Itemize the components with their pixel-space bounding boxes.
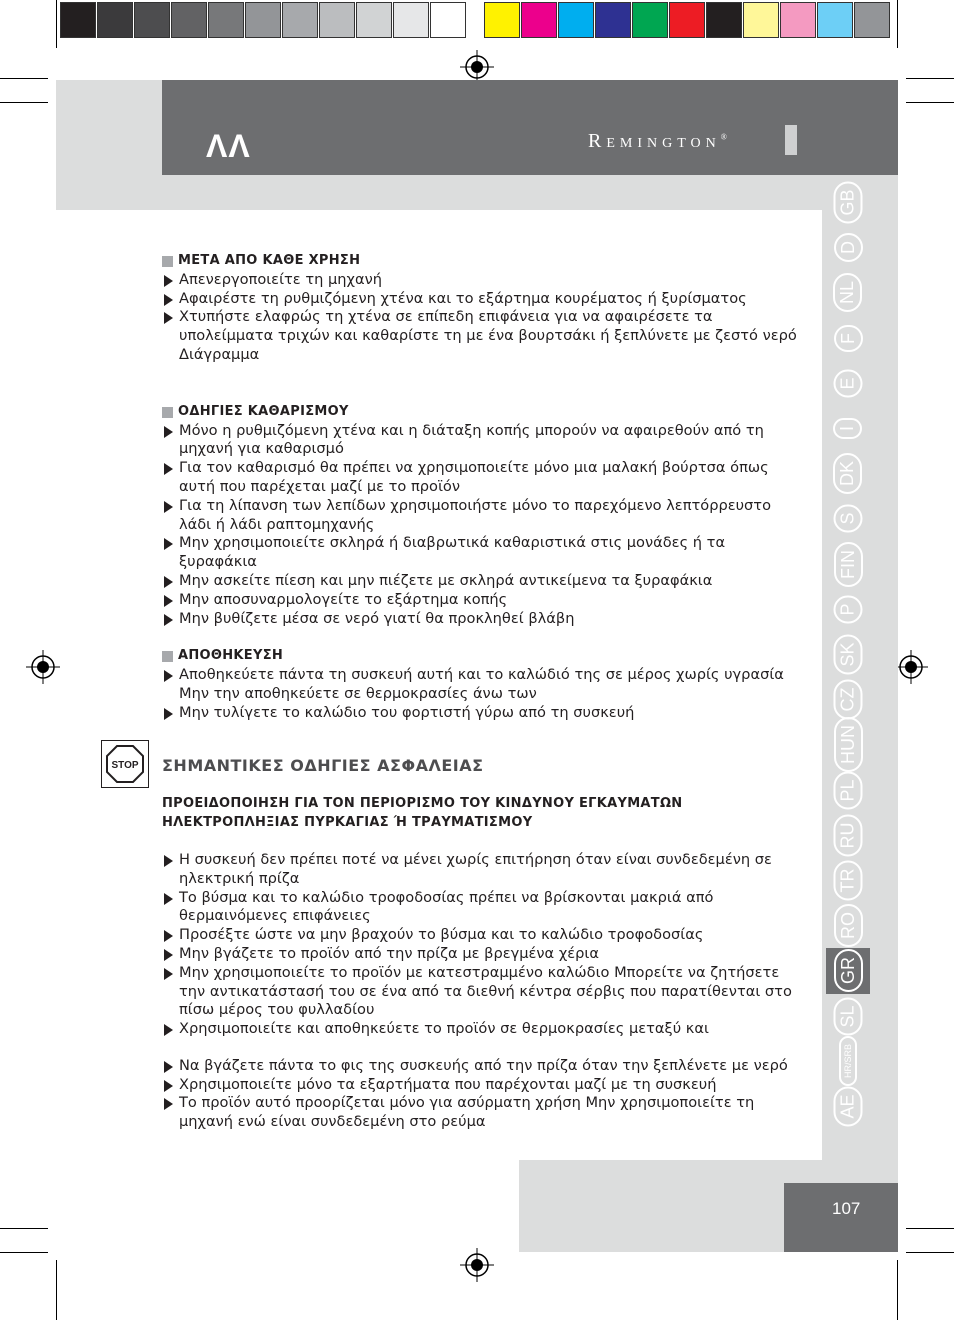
list-item: Μην χρησιμοποιείτε σκληρά ή διαβρωτικά καθαριστικά στις μονάδες ή τα ξυραφάκια	[162, 534, 802, 572]
warning-line: ΗΛΕΚΤΡΟΠΛΗΞΙΑΣ ΠΥΡΚΑΓΙΑΣ Ή ΤΡΑΥΜΑΤΙΣΜΟΥ	[162, 815, 533, 831]
section-storage	[162, 647, 802, 722]
registration-target-icon	[894, 650, 928, 684]
warning-line: ΠΡΟΕΙΔΟΠΟΙΗΣΗ ΓΙΑ ΤΟΝ ΠΕΡΙΟΡΙΣΜΟ ΤΟΥ ΚΙΝΔΥΝΟΥ ΕΓΚΑΥΜΑΤΩΝ	[162, 796, 683, 812]
section-safety	[162, 757, 802, 1133]
language-code-title: ΛΛ	[206, 128, 251, 164]
color-swatch	[245, 2, 281, 38]
language-tab-dk[interactable]	[826, 451, 870, 496]
crop-mark	[906, 1252, 954, 1253]
crop-mark	[0, 102, 48, 103]
color-swatch	[743, 2, 779, 38]
language-tab-sl[interactable]	[826, 994, 870, 1039]
language-tab-label: HR/SRB	[839, 1036, 857, 1086]
crop-mark	[56, 1260, 57, 1320]
list-item: Προσέξτε ώστε να μην βραχούν το βύσμα και το καλώδιο τροφοδοσίας	[162, 926, 802, 945]
list-item: Μην βυθίζετε μέσα σε νερό γιατί θα προκληθεί βλάβη	[162, 610, 802, 629]
square-bullet-icon	[162, 256, 173, 267]
list-item: Να βγάζετε πάντα το φις της συσκευής από την πρίζα όταν την ξεπλένετε με νερό	[162, 1057, 802, 1076]
language-tab-ro[interactable]	[826, 903, 870, 948]
language-tab-label: CZ	[834, 680, 863, 720]
language-tab-label: S	[833, 505, 862, 533]
language-tab-label: RU	[834, 814, 863, 856]
language-tab-label: E	[833, 369, 862, 397]
color-swatch	[780, 2, 816, 38]
crop-mark	[0, 1228, 48, 1229]
safety-title: ΣΗΜΑΝΤΙΚΕΣ ΟΔΗΓΙΕΣ ΑΣΦΑΛΕΙΑΣ	[162, 755, 484, 775]
color-swatch	[595, 2, 631, 38]
language-tab-sk[interactable]	[826, 632, 870, 677]
language-tab-label: TR	[834, 861, 863, 901]
language-tab-label: FIN	[834, 542, 863, 587]
stop-octagon-icon	[106, 745, 144, 783]
page-number: 107	[832, 1199, 861, 1218]
color-swatch	[97, 2, 133, 38]
brand-logo: Remington®	[588, 130, 727, 152]
color-swatch	[171, 2, 207, 38]
language-tab-nl[interactable]	[826, 270, 870, 315]
list-item: Μην ασκείτε πίεση και μην πιέζετε με σκληρά αντικείμενα τα ξυραφάκια	[162, 572, 802, 591]
page-number-box	[784, 1183, 898, 1252]
language-tab-fin[interactable]	[826, 542, 870, 587]
language-tab-label: NL	[833, 273, 862, 312]
color-swatch	[558, 2, 594, 38]
color-swatch	[669, 2, 705, 38]
list-item: Αποθηκεύετε πάντα τη συσκευή αυτή και το καλώδιό της σε μέρος χωρίς υγρασία Μην την αποθηκεύετε σε θερμοκρασίες άνω των	[162, 666, 802, 704]
list-item: Για τον καθαρισμό θα πρέπει να χρησιμοποιείτε μόνο μια μαλακή βούρτσα όπως αυτή που παρέχεται μαζί με το προϊόν	[162, 459, 802, 497]
language-tab-label: P	[833, 595, 862, 623]
list-item: Μην αποσυναρμολογείτε το εξάρτημα κοπής	[162, 591, 802, 610]
color-swatch	[393, 2, 429, 38]
language-tab-s[interactable]	[826, 496, 870, 541]
color-swatch	[208, 2, 244, 38]
list-item: Μην βγάζετε το προϊόν από την πρίζα με βρεγμένα χέρια	[162, 945, 802, 964]
language-tab-label: D	[834, 233, 863, 262]
color-swatch	[60, 2, 96, 38]
left-margin-panel	[56, 80, 162, 210]
language-tab-i[interactable]	[826, 406, 870, 451]
language-tab-label: F	[834, 325, 863, 352]
color-swatch	[521, 2, 557, 38]
color-swatch	[134, 2, 170, 38]
list-item: Η συσκευή δεν πρέπει ποτέ να μένει χωρίς επιτήρηση όταν είναι συνδεδεμένη σε ηλεκτρική πρίζα	[162, 851, 802, 889]
section-cleaning	[162, 403, 802, 629]
list-item: Μόνο η ρυθμιζόμενη χτένα και η διάταξη κοπής μπορούν να αφαιρεθούν από τη μηχανή για καθαρισμό	[162, 422, 802, 460]
registration-target-icon	[460, 50, 494, 84]
list-item: Χρησιμοποιείτε και αποθηκεύετε το προϊόν σε θερμοκρασίες μεταξύ και	[162, 1020, 802, 1039]
list-item: Για τη λίπανση των λεπίδων χρησιμοποιήστε μόνο το παρεχόμενο λεπτόρρευστο λάδι ή λάδι ραπτομηχανής	[162, 497, 802, 535]
language-tab-ru[interactable]	[826, 813, 870, 858]
color-swatch	[854, 2, 890, 38]
square-bullet-icon	[162, 651, 173, 662]
list-item: Μην τυλίγετε το καλώδιο του φορτιστή γύρω από τη συσκευή	[162, 704, 802, 723]
color-swatch	[356, 2, 392, 38]
crop-mark	[897, 0, 898, 48]
color-swatch	[319, 2, 355, 38]
crop-mark	[897, 1260, 898, 1320]
language-tab-label: DK	[833, 453, 862, 494]
language-tab-tr[interactable]	[826, 858, 870, 903]
list-item: Απενεργοποιείτε τη μηχανή	[162, 271, 802, 290]
language-tab-label: SK	[833, 635, 862, 675]
language-tab-label: SL	[834, 997, 863, 1035]
language-tab-d[interactable]	[826, 225, 870, 270]
language-tab-f[interactable]	[826, 316, 870, 361]
crop-mark	[0, 78, 48, 79]
language-tab-label: HUN	[834, 717, 863, 772]
language-tab-e[interactable]	[826, 361, 870, 406]
language-tab-pl[interactable]	[826, 768, 870, 813]
square-bullet-icon	[162, 407, 173, 418]
crop-mark	[0, 1252, 48, 1253]
language-tab-label: AE	[833, 1087, 862, 1127]
list-item: Μην χρησιμοποιείτε το προϊόν με κατεστραμμένο καλώδιο Μπορείτε να ζητήσετε την αντικατάστασή του σε ένα από τα διεθνή κέντρα σέρβις που παρατίθενται στο πίσω μέρος του φυλλαδίου	[162, 964, 802, 1020]
crop-mark	[56, 0, 57, 48]
section-heading: ΑΠΟΘΗΚΕΥΣΗ	[162, 647, 802, 666]
registration-target-icon	[460, 1248, 494, 1282]
language-tab-cz[interactable]	[826, 677, 870, 722]
list-item: Χτυπήστε ελαφρώς τη χτένα σε επίπεδη επιφάνεια για να αφαιρέσετε τα υπολείμματα τριχών και καθαρίστε τη με ένα βουρτσάκι ή ξεπλύνετε με ζεστό νερό Διάγραμμα	[162, 308, 802, 364]
crop-mark	[906, 78, 954, 79]
color-swatch	[282, 2, 318, 38]
language-tab-gr[interactable]	[826, 948, 870, 993]
language-tab-label: GR	[834, 949, 863, 992]
list-item: Το βύσμα και το καλώδιο τροφοδοσίας πρέπει να βρίσκονται μακριά από θερμαινόμενες επιφάνειες	[162, 889, 802, 927]
language-tab-label: I	[833, 418, 862, 439]
language-tab-label: GB	[833, 182, 862, 224]
color-swatch	[632, 2, 668, 38]
section-heading: ΟΔΗΓΙΕΣ ΚΑΘΑΡΙΣΜΟΥ	[162, 403, 802, 422]
main-content	[162, 252, 802, 1132]
language-tab-hr-srb[interactable]	[826, 1039, 870, 1084]
list-item: Το προϊόν αυτό προορίζεται μόνο για ασύρματη χρήση Μην χρησιμοποιείτε τη μηχανή ενώ είναι συνδεδεμένη στο ρεύμα	[162, 1094, 802, 1132]
stop-sign-icon	[101, 740, 149, 788]
color-swatch	[430, 2, 466, 38]
crop-mark	[906, 1228, 954, 1229]
brand-bar	[785, 125, 797, 155]
crop-mark	[906, 102, 954, 103]
section-after-use	[162, 252, 802, 365]
section-heading: ΜΕΤΑ ΑΠΟ ΚΑΘΕ ΧΡΗΣΗ	[162, 252, 802, 271]
header-strip	[162, 175, 898, 210]
list-item: Αφαιρέστε τη ρυθμιζόμενη χτένα και το εξάρτημα κουρέματος ή ξυρίσματος	[162, 290, 802, 309]
list-item: Χρησιμοποιείτε μόνο τα εξαρτήματα που παρέχονται μαζί με τη συσκευή	[162, 1076, 802, 1095]
language-tab-ae[interactable]	[826, 1084, 870, 1129]
language-tab-label: RO	[834, 904, 863, 947]
language-tab-p[interactable]	[826, 587, 870, 632]
stop-label: STOP	[111, 760, 139, 771]
color-swatch	[706, 2, 742, 38]
color-swatch	[817, 2, 853, 38]
registration-target-icon	[26, 650, 60, 684]
language-tab-label: PL	[834, 771, 863, 809]
language-tab-gb[interactable]	[826, 180, 870, 225]
color-swatch	[484, 2, 520, 38]
language-tab-hun[interactable]	[826, 722, 870, 767]
